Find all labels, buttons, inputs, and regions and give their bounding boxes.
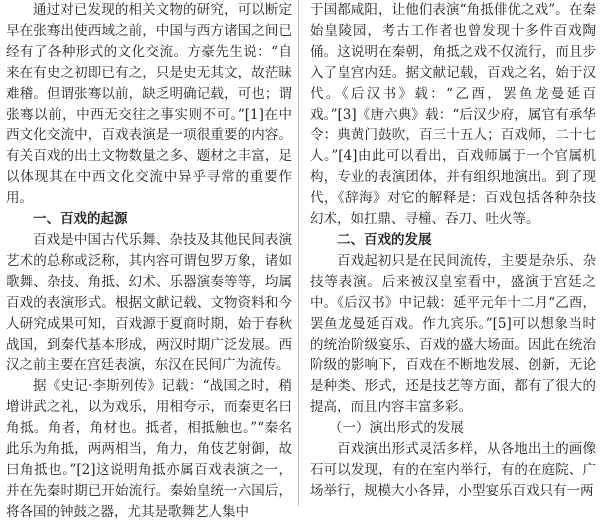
paragraph-development: 百戏起初只是在民间流传，主要是杂乐、杂技等表演。后来被汉皇室看中，盛演于宫廷之中。《后汉书》中记载：延平元年十二月“乙酉，罢鱼龙曼延百戏。作九宾乐。”[5]可以想象当时的统治阶级宴乐、百戏的盛大场面。因此在统治阶级的影响下，百戏在不断地发展、创新，无论是种类、形式，还是技艺等方面，都有了很大的提高，而且内容丰富多彩。 [310,252,596,416]
section-heading-development: 二、百戏的发展 [337,231,432,248]
paragraph-origin-records: 据《史记·李斯列传》记载：“战国之时，稍增讲武之礼，以为戏乐，用相夸示，而秦更名曰角抵。角者，角材也。抵者，相抵触也。”“秦名此乐为角抵，两两相当，角力，角伎艺射御，故曰角抵也。”[2]这说明角抵亦属百戏表演之一，并在先秦时期已开始流行。秦始皇统一六国后，将各国的钟鼓之器，尤其是歌舞艺人集中 [6,378,292,520]
paragraph-performance-form: 百戏演出形式灵活多样，从各地出土的画像石可以发现，有的在室内举行，有的在庭院、广场举行，规模大小各异，小型宴乐百戏只有一两 [310,441,596,499]
section-heading-origin: 一、百戏的起源 [33,211,128,228]
paragraph-origin-definition: 百戏是中国古代乐舞、杂技及其他民间表演艺术的总称或泛称，其内容可谓包罗万象，诸如歌舞、杂技、角抵、幻术、乐器演奏等等，均属百戏的表演形式。根据文献记载、文物资料和今人研究成果可知，百戏源于夏商时期，始于春秋战国，到秦代基本形成，两汉时期广泛发展。西汉之前主要在宫廷表演，东汉在民间广为流传。 [6,231,292,374]
paragraph-continued: 于国都咸阳，让他们表演“角抵俳优之戏”。在秦始皇陵园，考古工作者也曾发现十多件百戏陶俑。这说明在秦朝，角抵之戏不仅流行，而且步入了皇宫内廷。据文献记载，百戏之名，始于汉代。《后汉书》载：“乙酉，罢鱼龙曼延百戏。”[3]《唐六典》载：“后汉少府，属官有承华令：典黄门鼓吹，百三十五人；百戏师，二十七人。”[4]由此可以看出，百戏师属于一个官属机构，专业的表演团体，并有组织地演出。到了现代，《辞海》对它的解释是：百戏包括各种杂技幻术，如扛鼎、寻橦、吞刀、吐火等。 [310,2,596,228]
left-column [6,0,292,523]
subsection-heading-performance-form: （一）演出形式的发展 [328,420,464,437]
right-column [310,0,596,502]
paragraph-intro: 通过对已发现的相关文物的研究，可以断定早在张骞出使西域之前，中国与西方诸国之间已经有了各种形式的文化交流。方豪先生说：“自来在有史之初即已有之，只是史无其文，故茫昧难稽。但谓张骞以前，缺乏明确记载，可也；谓张骞以前，中西无交往之事实则不可。”[1]在中西文化交流中，百戏表演是一项很重要的内容。有关百戏的出土文物数量之多、题材之丰富，足以体现其在中西文化交流中异乎寻常的重要作用。 [6,2,292,207]
column-divider [298,0,299,506]
